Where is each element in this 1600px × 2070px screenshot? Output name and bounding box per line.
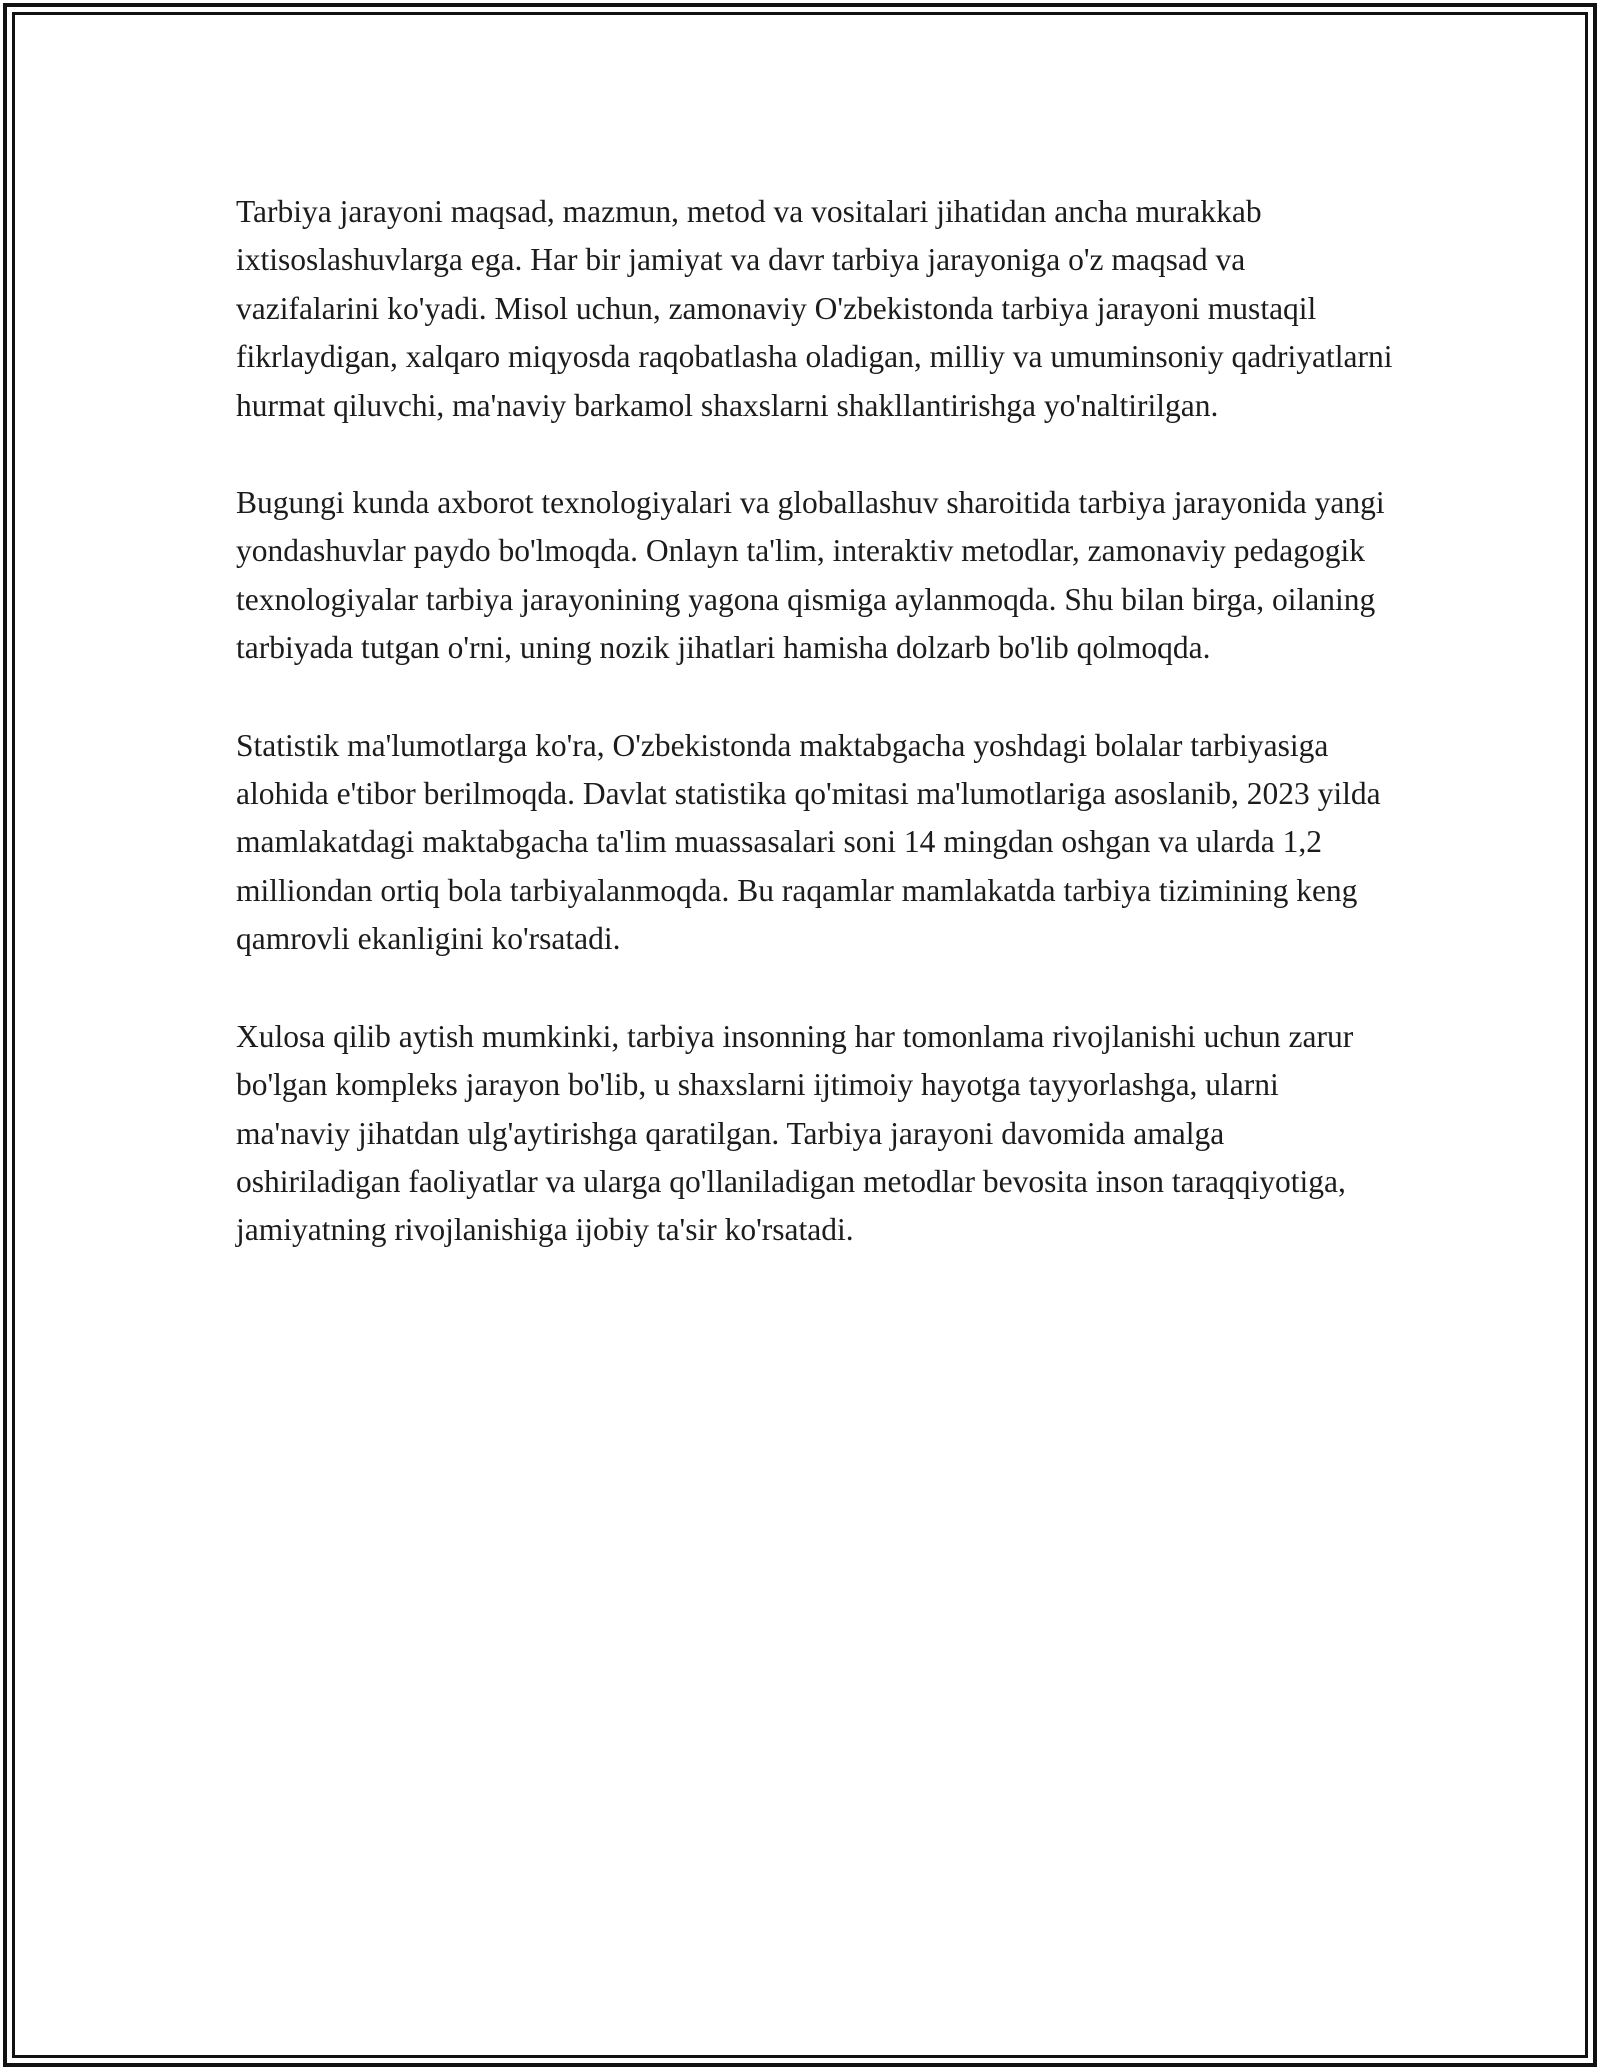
- paragraph-4: Xulosa qilib aytish mumkinki, tarbiya insonning har tomonlama rivojlanishi uchun zarur bo'lgan kompleks jarayon bo'lib, u shaxslarni ijtimoiy hayotga tayyorlashga, ularni ma'naviy jihatdan ulg'aytirishga qaratilgan. Tarbiya jarayoni davomida amalga oshiriladigan faoliyatlar va ularga qo'llaniladigan metodlar bevosita inson taraqqiyotiga, jamiyatning rivojlanishiga ijobiy ta'sir ko'rsatadi.: [236, 1018, 1354, 1248]
- document-body: [236, 188, 1396, 1255]
- paragraph-1: Tarbiya jarayoni maqsad, mazmun, metod va vositalari jihatidan ancha murakkab ixtisoslashuvlarga ega. Har bir jamiyat va davr tarbiya jarayoniga o'z maqsad va vazifalarini ko'yadi. Misol uchun, zamonaviy O'zbekistonda tarbiya jarayoni mustaqil fikrlaydigan, xalqaro miqyosda raqobatlasha oladigan, milliy va umuminsoniy qadriyatlarni hurmat qiluvchi, ma'naviy barkamol shaxslarni shakllantirishga yo'naltirilgan.: [236, 194, 1393, 423]
- paragraph-3: Statistik ma'lumotlarga ko'ra, O'zbekistonda maktabgacha yoshdagi bolalar tarbiyasiga alohida e'tibor berilmoqda. Davlat statistika qo'mitasi ma'lumotlariga asoslanib, 2023 yilda mamlakatdagi maktabgacha ta'lim muassasalari soni 14 mingdan oshgan va ularda 1,2 milliondan ortiq bola tarbiyalanmoqda. Bu raqamlar mamlakatda tarbiya tizimining keng qamrovli ekanligini ko'rsatadi.: [236, 727, 1381, 957]
- paragraph-2: Bugungi kunda axborot texnologiyalari va globallashuv sharoitida tarbiya jarayonida yangi yondashuvlar paydo bo'lmoqda. Onlayn ta'lim, interaktiv metodlar, zamonaviy pedagogik texnologiyalar tarbiya jarayonining yagona qismiga aylanmoqda. Shu bilan birga, oilaning tarbiyada tutgan o'rni, uning nozik jihatlari hamisha dolzarb bo'lib qolmoqda.: [236, 485, 1385, 666]
